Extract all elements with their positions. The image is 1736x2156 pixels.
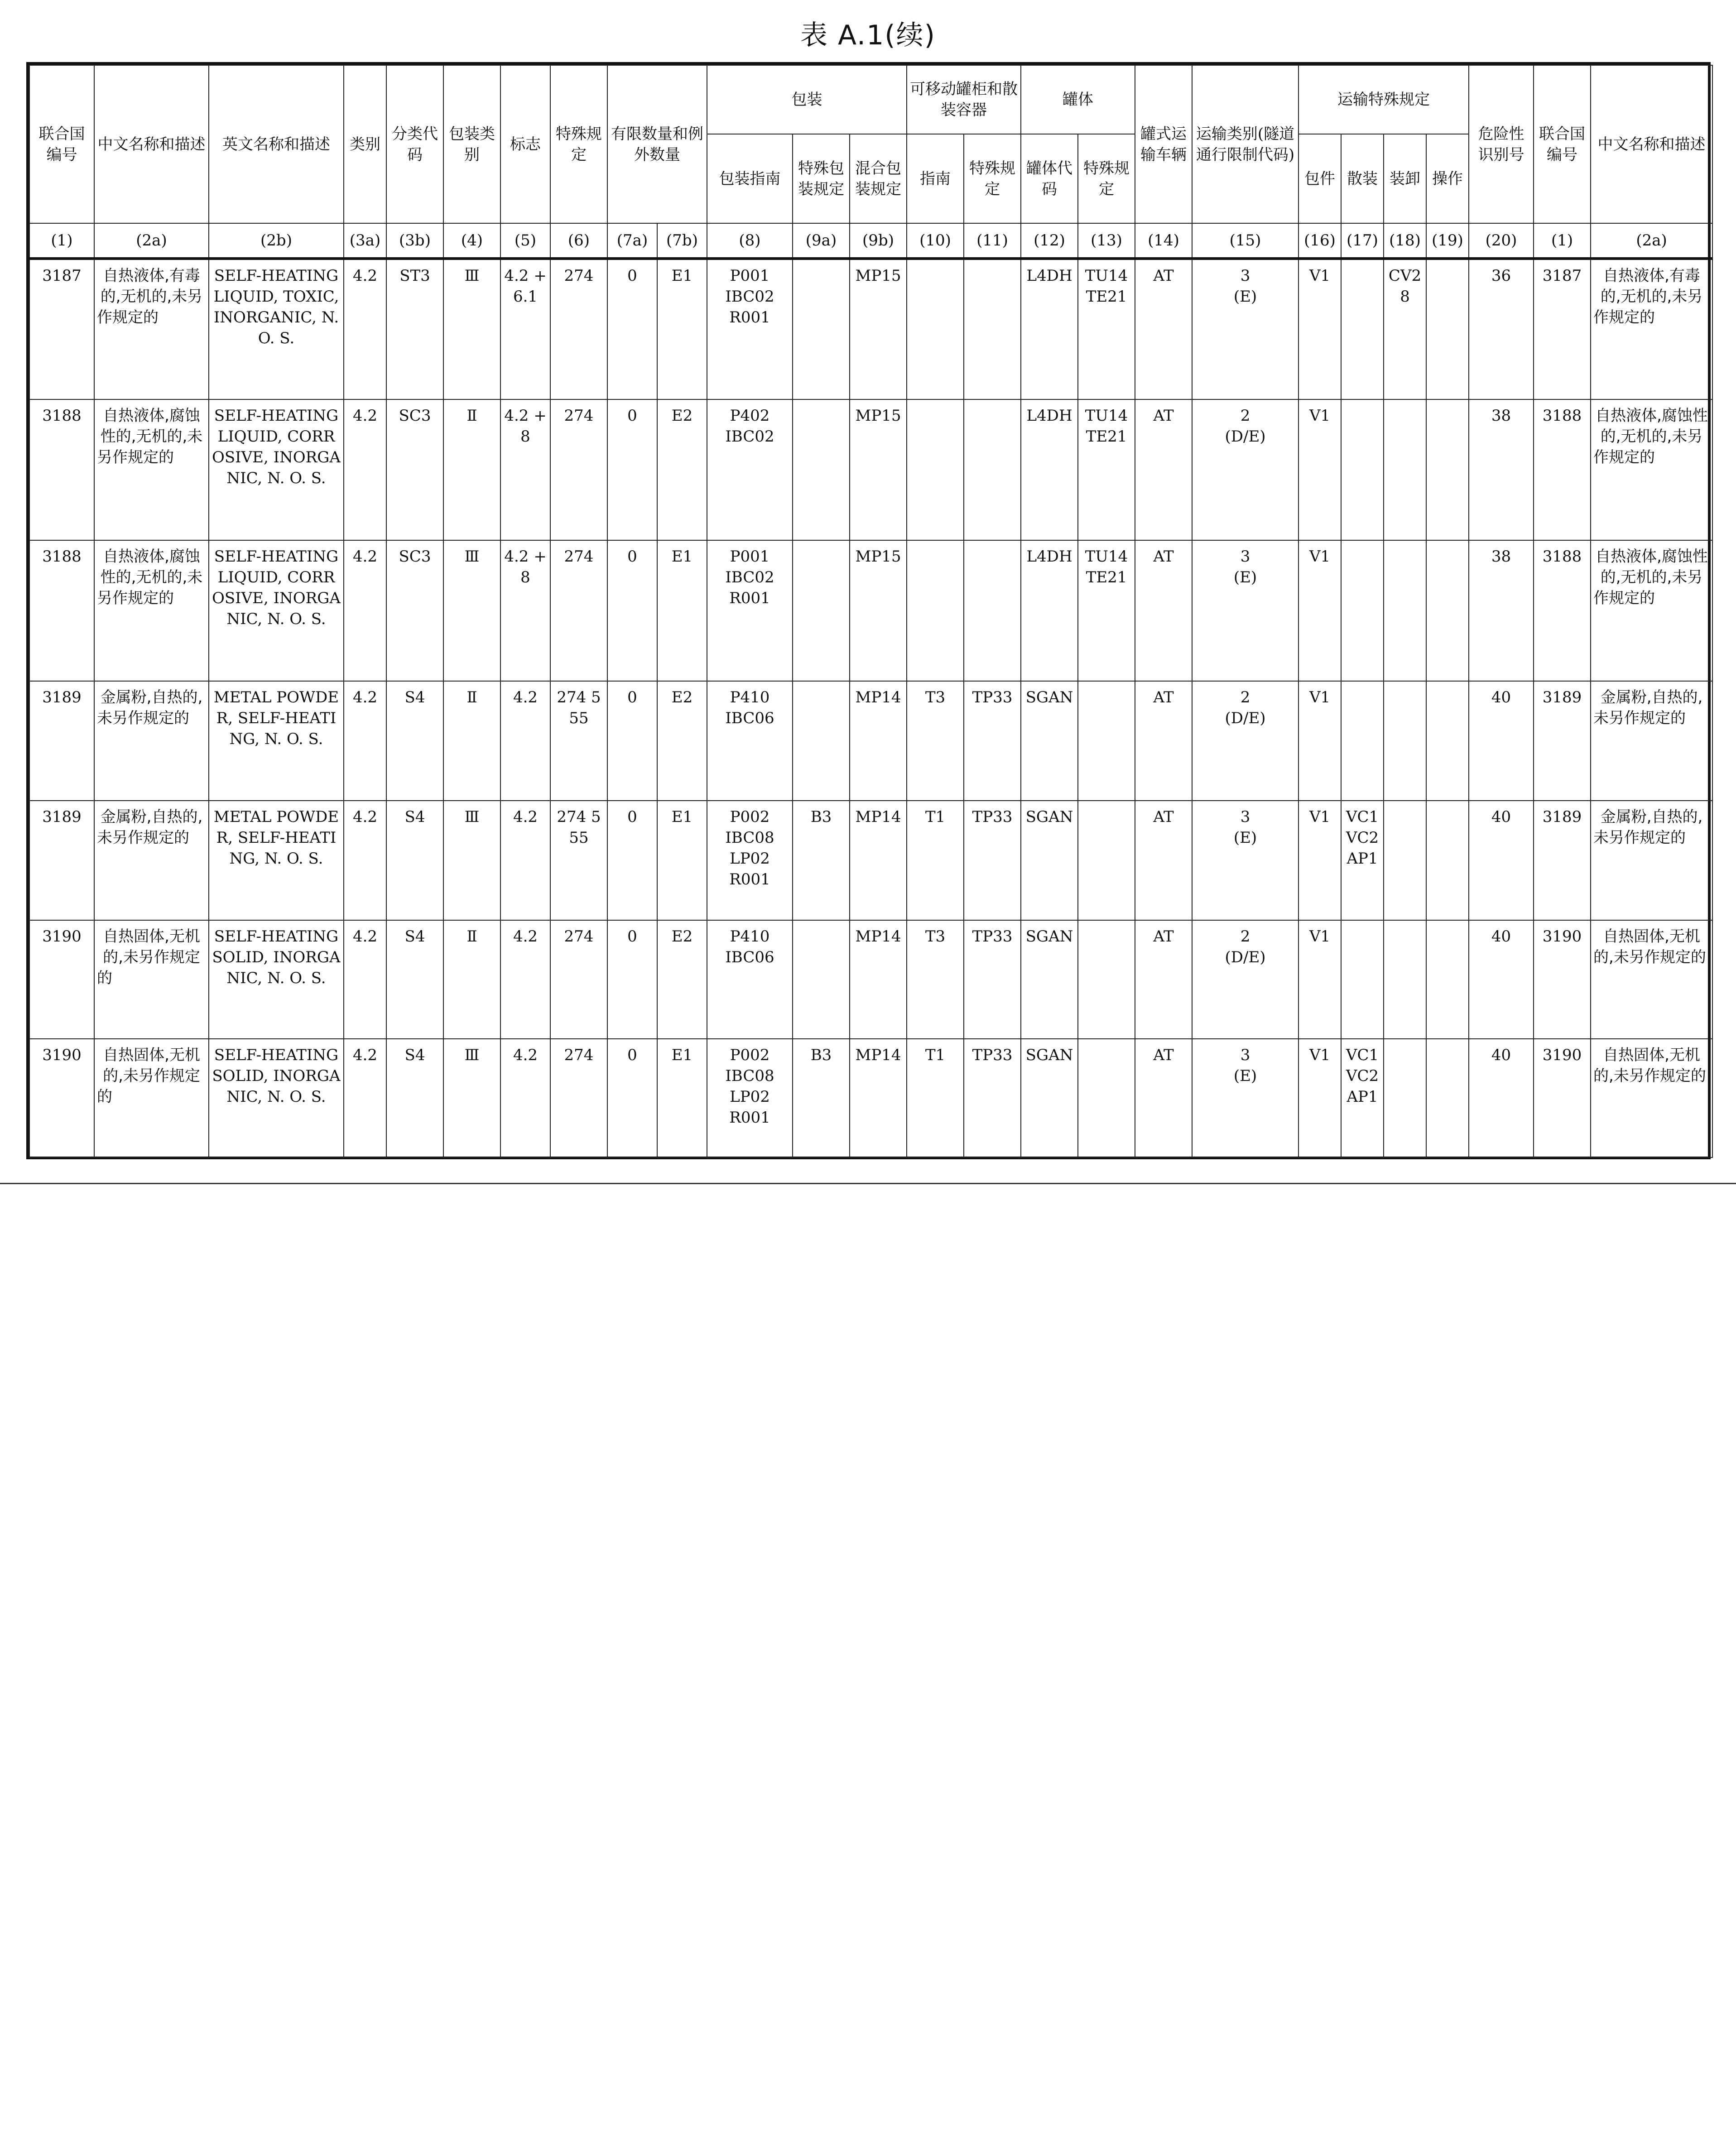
cell-class: 4.2 (344, 920, 386, 1039)
cell-tank-special-line: TU14 (1085, 407, 1128, 425)
cell-un-no: 3187 (29, 259, 94, 399)
column-number: (18) (1384, 223, 1426, 259)
cell-labels: 4.2 (500, 681, 550, 801)
cell-packing-instructions (707, 920, 793, 1039)
cell-special-packing (793, 540, 850, 681)
cell-tank-special-line: TE21 (1086, 427, 1127, 446)
column-number: (8) (707, 223, 793, 259)
cell-vehicle: AT (1135, 920, 1192, 1039)
cell-transport-category (1192, 801, 1298, 920)
cell-packing-group: Ⅱ (443, 681, 500, 801)
dangerous-goods-table-frame (26, 62, 1711, 1159)
cell-labels: 4.2 + 6.1 (500, 259, 550, 399)
table-row (29, 801, 1712, 920)
cell-mixed-packing: MP15 (850, 540, 907, 681)
cell-ts-bulk-line: VC2 (1346, 829, 1379, 847)
cell-ts-loading (1384, 801, 1426, 920)
cell-transport-category-line: 3 (1240, 547, 1250, 566)
cell-ts-operation (1426, 540, 1469, 681)
header-limited-quantity: 有限数量和例外数量 (607, 65, 707, 223)
column-number: (2a) (94, 223, 209, 259)
cell-name-zh: 自热液体,腐蚀性的,无机的,未另作规定的 (94, 540, 209, 681)
page-divider (0, 1183, 1736, 1184)
cell-transport-category-line: (E) (1233, 829, 1257, 847)
cell-class-code: S4 (386, 681, 443, 801)
cell-packing-instructions (707, 259, 793, 399)
cell-hazard-id: 40 (1469, 681, 1534, 801)
cell-ts-packages: V1 (1298, 681, 1341, 801)
cell-name-zh-right: 自热液体,腐蚀性的,无机的,未另作规定的 (1591, 540, 1712, 681)
cell-portable-tank-special (964, 399, 1021, 540)
cell-tank-special (1078, 920, 1135, 1039)
cell-name-en: SELF-HEATING SOLID, INORGANIC, N. O. S. (209, 920, 344, 1039)
cell-mixed-packing: MP14 (850, 920, 907, 1039)
cell-mixed-packing: MP14 (850, 801, 907, 920)
header-class-code: 分类代码 (386, 65, 443, 223)
cell-name-zh-right: 自热液体,腐蚀性的,无机的,未另作规定的 (1591, 399, 1712, 540)
column-number: (4) (443, 223, 500, 259)
header-un-no: 联合国编号 (29, 65, 94, 223)
cell-packing-instructions-line: IBC08 (725, 829, 774, 847)
cell-vehicle: AT (1135, 1039, 1192, 1157)
header-ts-packages: 包件 (1298, 134, 1341, 223)
cell-un-no-right: 3188 (1534, 399, 1591, 540)
table-row (29, 920, 1712, 1039)
cell-packing-group: Ⅲ (443, 259, 500, 399)
cell-transport-category (1192, 259, 1298, 399)
cell-ts-loading (1384, 399, 1426, 540)
cell-special-provisions: 274 (550, 920, 607, 1039)
cell-transport-category (1192, 540, 1298, 681)
cell-vehicle: AT (1135, 801, 1192, 920)
cell-vehicle: AT (1135, 399, 1192, 540)
cell-class-code: S4 (386, 1039, 443, 1157)
cell-special-packing (793, 259, 850, 399)
cell-class: 4.2 (344, 1039, 386, 1157)
cell-class-code: S4 (386, 920, 443, 1039)
cell-packing-instructions-line: R001 (729, 589, 770, 607)
cell-ts-bulk (1341, 540, 1384, 681)
cell-hazard-id: 38 (1469, 399, 1534, 540)
cell-class: 4.2 (344, 801, 386, 920)
cell-transport-category-line: 3 (1240, 1046, 1250, 1064)
header-tank-code: 罐体代码 (1021, 134, 1078, 223)
cell-hazard-id: 40 (1469, 801, 1534, 920)
column-number: (20) (1469, 223, 1534, 259)
cell-hazard-id: 36 (1469, 259, 1534, 399)
cell-special-packing (793, 399, 850, 540)
column-number: (3b) (386, 223, 443, 259)
header-tanks: 罐体 (1021, 65, 1135, 134)
cell-class-code: ST3 (386, 259, 443, 399)
column-number: (9a) (793, 223, 850, 259)
column-number: (7b) (657, 223, 707, 259)
column-number: (5) (500, 223, 550, 259)
cell-tank-special-line: TE21 (1086, 288, 1127, 306)
cell-ts-operation (1426, 1039, 1469, 1157)
cell-hazard-id: 38 (1469, 540, 1534, 681)
cell-special-provisions: 274 555 (550, 801, 607, 920)
header-transport-special: 运输特殊规定 (1298, 65, 1469, 134)
cell-limited-quantity: 0 (607, 681, 657, 801)
cell-tank-special-line: TU14 (1085, 267, 1128, 285)
cell-excepted-quantity: E2 (657, 920, 707, 1039)
header-vehicle: 罐式运输车辆 (1135, 65, 1192, 223)
cell-transport-category-line: (E) (1233, 568, 1257, 586)
cell-limited-quantity: 0 (607, 920, 657, 1039)
cell-mixed-packing: MP14 (850, 1039, 907, 1157)
cell-tank-special (1078, 399, 1135, 540)
header-hazard-id: 危险性识别号 (1469, 65, 1534, 223)
cell-packing-instructions (707, 399, 793, 540)
header-special-packing: 特殊包装规定 (793, 134, 850, 223)
cell-class-code: SC3 (386, 540, 443, 681)
cell-transport-category (1192, 1039, 1298, 1157)
cell-packing-group: Ⅲ (443, 540, 500, 681)
cell-packing-instructions (707, 801, 793, 920)
column-number: (13) (1078, 223, 1135, 259)
cell-transport-category-line: (D/E) (1225, 427, 1266, 446)
cell-excepted-quantity: E1 (657, 1039, 707, 1157)
cell-un-no-right: 3190 (1534, 1039, 1591, 1157)
cell-name-zh: 金属粉,自热的,未另作规定的 (94, 801, 209, 920)
cell-name-zh-right: 金属粉,自热的,未另作规定的 (1591, 681, 1712, 801)
cell-tank-code: L4DH (1021, 399, 1078, 540)
header-portable-tanks: 可移动罐柜和散装容器 (907, 65, 1021, 134)
column-number: (7a) (607, 223, 657, 259)
cell-transport-category-line: 2 (1240, 688, 1250, 706)
cell-ts-operation (1426, 399, 1469, 540)
cell-un-no: 3189 (29, 801, 94, 920)
column-number: (1) (29, 223, 94, 259)
cell-portable-tank-special: TP33 (964, 920, 1021, 1039)
cell-packing-instructions-line: P002 (730, 808, 770, 826)
cell-special-provisions: 274 (550, 259, 607, 399)
cell-tank-special (1078, 801, 1135, 920)
header-ts-bulk: 散装 (1341, 134, 1384, 223)
column-number: (9b) (850, 223, 907, 259)
cell-packing-instructions (707, 1039, 793, 1157)
column-number: (14) (1135, 223, 1192, 259)
cell-un-no-right: 3187 (1534, 259, 1591, 399)
table-row (29, 1039, 1712, 1157)
cell-name-zh-right: 金属粉,自热的,未另作规定的 (1591, 801, 1712, 920)
dangerous-goods-table (29, 65, 1713, 1158)
cell-tank-code: SGAN (1021, 801, 1078, 920)
cell-ts-bulk-line: AP1 (1346, 850, 1378, 868)
cell-packing-instructions-line: IBC06 (725, 948, 774, 966)
cell-ts-bulk (1341, 399, 1384, 540)
cell-excepted-quantity: E1 (657, 801, 707, 920)
cell-class-code: SC3 (386, 399, 443, 540)
cell-portable-tank-instructions: T1 (907, 801, 964, 920)
cell-labels: 4.2 + 8 (500, 540, 550, 681)
cell-ts-bulk-line: AP1 (1346, 1088, 1378, 1106)
cell-ts-bulk-line: VC1 (1346, 808, 1379, 826)
cell-packing-instructions-line: IBC02 (725, 427, 774, 446)
cell-special-packing: B3 (793, 801, 850, 920)
cell-packing-instructions (707, 540, 793, 681)
cell-portable-tank-instructions: T3 (907, 920, 964, 1039)
cell-un-no-right: 3189 (1534, 801, 1591, 920)
cell-special-provisions: 274 (550, 1039, 607, 1157)
cell-vehicle: AT (1135, 681, 1192, 801)
column-number: (19) (1426, 223, 1469, 259)
cell-ts-operation (1426, 259, 1469, 399)
cell-portable-tank-instructions (907, 540, 964, 681)
header-tank-special: 特殊规定 (1078, 134, 1135, 223)
column-number: (6) (550, 223, 607, 259)
cell-packing-instructions-line: P410 (730, 927, 770, 946)
cell-limited-quantity: 0 (607, 259, 657, 399)
cell-ts-bulk (1341, 801, 1384, 920)
cell-tank-code: SGAN (1021, 681, 1078, 801)
cell-un-no: 3189 (29, 681, 94, 801)
header-labels: 标志 (500, 65, 550, 223)
cell-transport-category-line: 3 (1240, 808, 1250, 826)
cell-ts-bulk-line: VC1 (1346, 1046, 1379, 1064)
cell-name-zh: 自热固体,无机的,未另作规定的 (94, 1039, 209, 1157)
cell-transport-category-line: 2 (1240, 407, 1250, 425)
cell-un-no: 3190 (29, 920, 94, 1039)
cell-transport-category-line: 2 (1240, 927, 1250, 946)
cell-packing-instructions-line: P402 (730, 407, 770, 425)
header-packaging: 包装 (707, 65, 907, 134)
header-name-zh: 中文名称和描述 (94, 65, 209, 223)
cell-transport-category-line: (E) (1233, 1067, 1257, 1085)
header-portable-tank-special: 特殊规定 (964, 134, 1021, 223)
cell-un-no-right: 3189 (1534, 681, 1591, 801)
cell-class: 4.2 (344, 540, 386, 681)
cell-packing-instructions-line: IBC02 (725, 288, 774, 306)
cell-name-en: SELF-HEATING LIQUID, CORROSIVE, INORGANIC, N. O. S. (209, 540, 344, 681)
table-row (29, 399, 1712, 540)
header-transport-category: 运输类别(隧道通行限制代码) (1192, 65, 1298, 223)
table-title: 表 A.1(续) (800, 19, 936, 51)
cell-ts-loading (1384, 540, 1426, 681)
cell-ts-packages: V1 (1298, 399, 1341, 540)
cell-packing-instructions-line: R001 (729, 870, 770, 888)
column-number: (16) (1298, 223, 1341, 259)
cell-un-no: 3188 (29, 399, 94, 540)
cell-ts-operation (1426, 681, 1469, 801)
cell-portable-tank-instructions: T3 (907, 681, 964, 801)
cell-class: 4.2 (344, 681, 386, 801)
cell-limited-quantity: 0 (607, 540, 657, 681)
cell-transport-category (1192, 399, 1298, 540)
cell-special-provisions: 274 (550, 540, 607, 681)
column-number-row (29, 223, 1712, 259)
header-ts-operation: 操作 (1426, 134, 1469, 223)
cell-packing-instructions-line: IBC08 (725, 1067, 774, 1085)
cell-packing-instructions-line: IBC02 (725, 568, 774, 586)
cell-un-no: 3188 (29, 540, 94, 681)
cell-hazard-id: 40 (1469, 920, 1534, 1039)
cell-class: 4.2 (344, 259, 386, 399)
cell-tank-special (1078, 259, 1135, 399)
column-number: (11) (964, 223, 1021, 259)
cell-name-zh: 自热液体,腐蚀性的,无机的,未另作规定的 (94, 399, 209, 540)
cell-transport-category-line: (E) (1233, 288, 1257, 306)
cell-tank-code: SGAN (1021, 920, 1078, 1039)
cell-hazard-id: 40 (1469, 1039, 1534, 1157)
cell-transport-category-line: (D/E) (1225, 709, 1266, 727)
cell-ts-packages: V1 (1298, 259, 1341, 399)
column-number: (10) (907, 223, 964, 259)
cell-labels: 4.2 (500, 920, 550, 1039)
cell-packing-group: Ⅱ (443, 920, 500, 1039)
cell-tank-code: SGAN (1021, 1039, 1078, 1157)
cell-excepted-quantity: E1 (657, 259, 707, 399)
cell-packing-group: Ⅱ (443, 399, 500, 540)
cell-packing-instructions-line: P002 (730, 1046, 770, 1064)
cell-special-packing (793, 920, 850, 1039)
table-body (29, 259, 1712, 1157)
cell-packing-instructions-line: R001 (729, 308, 770, 327)
cell-ts-bulk (1341, 681, 1384, 801)
cell-packing-instructions-line: P410 (730, 688, 770, 706)
column-number: (2a) (1591, 223, 1712, 259)
header-un-no-right: 联合国编号 (1534, 65, 1591, 223)
cell-packing-instructions (707, 681, 793, 801)
cell-un-no-right: 3190 (1534, 920, 1591, 1039)
header-ts-loading: 装卸 (1384, 134, 1426, 223)
cell-packing-instructions-line: P001 (730, 267, 770, 285)
cell-tank-code: L4DH (1021, 259, 1078, 399)
header-mixed-packing: 混合包装规定 (850, 134, 907, 223)
cell-ts-packages: V1 (1298, 1039, 1341, 1157)
header-portable-tank-instructions: 指南 (907, 134, 964, 223)
cell-name-en: SELF-HEATING SOLID, INORGANIC, N. O. S. (209, 1039, 344, 1157)
cell-excepted-quantity: E1 (657, 540, 707, 681)
cell-ts-operation (1426, 920, 1469, 1039)
cell-packing-instructions-line: LP02 (730, 1088, 770, 1106)
column-number: (3a) (344, 223, 386, 259)
cell-transport-category (1192, 920, 1298, 1039)
cell-ts-bulk (1341, 259, 1384, 399)
cell-tank-special-line: TE21 (1086, 568, 1127, 586)
cell-transport-category-line: 3 (1240, 267, 1250, 285)
cell-class: 4.2 (344, 399, 386, 540)
cell-transport-category-line: (D/E) (1225, 948, 1266, 966)
header-class: 类别 (344, 65, 386, 223)
cell-name-en: SELF-HEATING LIQUID, TOXIC, INORGANIC, N. O. S. (209, 259, 344, 399)
cell-mixed-packing: MP15 (850, 259, 907, 399)
cell-portable-tank-special: TP33 (964, 801, 1021, 920)
cell-vehicle: AT (1135, 540, 1192, 681)
cell-packing-instructions-line: R001 (729, 1109, 770, 1127)
cell-ts-loading (1384, 920, 1426, 1039)
cell-ts-loading (1384, 681, 1426, 801)
cell-special-packing (793, 681, 850, 801)
cell-name-en: METAL POWDER, SELF-HEATING, N. O. S. (209, 681, 344, 801)
cell-name-zh: 自热固体,无机的,未另作规定的 (94, 920, 209, 1039)
cell-ts-packages: V1 (1298, 920, 1341, 1039)
cell-name-en: SELF-HEATING LIQUID, CORROSIVE, INORGANIC, N. O. S. (209, 399, 344, 540)
cell-class-code: S4 (386, 801, 443, 920)
cell-special-provisions: 274 555 (550, 681, 607, 801)
cell-tank-special (1078, 1039, 1135, 1157)
cell-portable-tank-special: TP33 (964, 1039, 1021, 1157)
cell-packing-group: Ⅲ (443, 1039, 500, 1157)
cell-limited-quantity: 0 (607, 801, 657, 920)
table-row (29, 259, 1712, 399)
cell-portable-tank-special: TP33 (964, 681, 1021, 801)
table-row (29, 681, 1712, 801)
header-name-en: 英文名称和描述 (209, 65, 344, 223)
cell-limited-quantity: 0 (607, 399, 657, 540)
cell-special-provisions: 274 (550, 399, 607, 540)
header-special-provisions: 特殊规定 (550, 65, 607, 223)
cell-excepted-quantity: E2 (657, 681, 707, 801)
cell-labels: 4.2 + 8 (500, 399, 550, 540)
header-name-zh-right: 中文名称和描述 (1591, 65, 1712, 223)
cell-labels: 4.2 (500, 1039, 550, 1157)
header-packing-instructions: 包装指南 (707, 134, 793, 223)
cell-name-zh: 金属粉,自热的,未另作规定的 (94, 681, 209, 801)
cell-mixed-packing: MP14 (850, 681, 907, 801)
cell-transport-category (1192, 681, 1298, 801)
column-number: (17) (1341, 223, 1384, 259)
cell-vehicle: AT (1135, 259, 1192, 399)
cell-portable-tank-instructions (907, 259, 964, 399)
cell-packing-group: Ⅲ (443, 801, 500, 920)
column-number: (15) (1192, 223, 1298, 259)
cell-ts-packages: V1 (1298, 801, 1341, 920)
cell-tank-special (1078, 681, 1135, 801)
cell-special-packing: B3 (793, 1039, 850, 1157)
cell-ts-bulk-line: VC2 (1346, 1067, 1379, 1085)
cell-packing-instructions-line: LP02 (730, 850, 770, 868)
cell-limited-quantity: 0 (607, 1039, 657, 1157)
cell-name-zh-right: 自热固体,无机的,未另作规定的 (1591, 1039, 1712, 1157)
column-number: (1) (1534, 223, 1591, 259)
cell-ts-loading: CV28 (1384, 259, 1426, 399)
cell-labels: 4.2 (500, 801, 550, 920)
cell-un-no: 3190 (29, 1039, 94, 1157)
cell-name-en: METAL POWDER, SELF-HEATING, N. O. S. (209, 801, 344, 920)
cell-ts-bulk (1341, 920, 1384, 1039)
cell-packing-instructions-line: IBC06 (725, 709, 774, 727)
cell-ts-loading (1384, 1039, 1426, 1157)
cell-portable-tank-special (964, 540, 1021, 681)
column-number: (12) (1021, 223, 1078, 259)
table-row (29, 540, 1712, 681)
cell-name-zh-right: 自热液体,有毒的,无机的,未另作规定的 (1591, 259, 1712, 399)
cell-portable-tank-special (964, 259, 1021, 399)
header-row-top (29, 65, 1712, 134)
cell-tank-special-line: TU14 (1085, 547, 1128, 566)
cell-name-zh: 自热液体,有毒的,无机的,未另作规定的 (94, 259, 209, 399)
cell-ts-bulk (1341, 1039, 1384, 1157)
cell-name-zh-right: 自热固体,无机的,未另作规定的 (1591, 920, 1712, 1039)
cell-un-no-right: 3188 (1534, 540, 1591, 681)
cell-ts-packages: V1 (1298, 540, 1341, 681)
cell-tank-code: L4DH (1021, 540, 1078, 681)
header-packing-group: 包装类别 (443, 65, 500, 223)
cell-portable-tank-instructions: T1 (907, 1039, 964, 1157)
column-number: (2b) (209, 223, 344, 259)
cell-tank-special (1078, 540, 1135, 681)
cell-portable-tank-instructions (907, 399, 964, 540)
cell-packing-instructions-line: P001 (730, 547, 770, 566)
cell-mixed-packing: MP15 (850, 399, 907, 540)
cell-ts-operation (1426, 801, 1469, 920)
cell-excepted-quantity: E2 (657, 399, 707, 540)
